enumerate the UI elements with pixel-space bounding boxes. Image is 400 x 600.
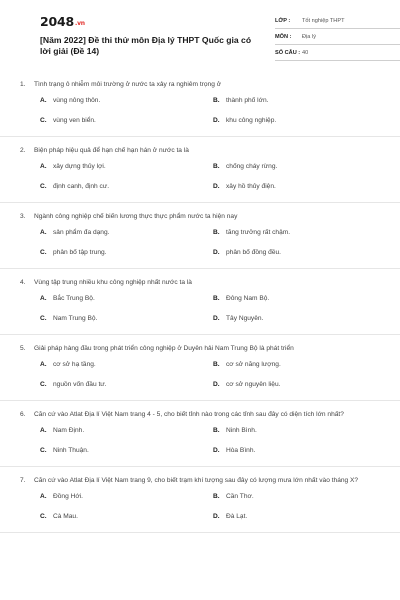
option-text: chống cháy rừng. (226, 162, 278, 170)
question-text-row (20, 146, 385, 156)
option-text: Đông Nam Bộ. (226, 294, 270, 302)
answer-option[interactable] (40, 374, 213, 394)
option-text: cơ sở hạ tầng. (53, 360, 96, 368)
answer-option[interactable] (40, 440, 213, 460)
option-letter: B. (213, 228, 220, 236)
question-text-row (20, 212, 385, 222)
question-text: Căn cứ vào Atlat Địa lí Việt Nam trang 4 - 5, cho biết tỉnh nào trong các tỉnh sau đây có diện tích lớn nhất? (34, 411, 344, 418)
question-text: Căn cứ vào Atlat Địa lí Việt Nam trang 9, cho biết trạm khí tượng sau đây có lượng mưa lớn nhất vào tháng X? (34, 477, 359, 484)
answer-option[interactable] (213, 440, 386, 460)
question-divider (0, 400, 400, 401)
question-text-row (20, 80, 385, 90)
question-number: 3. (20, 213, 26, 220)
logo-text: 2048 (40, 14, 74, 29)
answer-options (40, 486, 385, 526)
answer-option[interactable] (40, 90, 213, 110)
option-text: Cà Mau. (53, 512, 78, 520)
option-text: sản phẩm đa dạng. (53, 228, 110, 236)
option-text: vùng nông thôn. (53, 96, 101, 104)
meta-key: LỚP : (275, 17, 291, 24)
answer-option[interactable] (40, 176, 213, 196)
answer-option[interactable] (213, 222, 386, 242)
option-text: Đà Lạt. (226, 512, 248, 520)
exam-header (20, 0, 382, 82)
meta-key: SỐ CÂU : (275, 49, 301, 56)
question-text: Tình trạng ô nhiễm môi trường ở nước ta xảy ra nghiêm trọng ở (34, 81, 222, 88)
meta-row-count (275, 45, 400, 61)
option-letter: D. (213, 512, 220, 520)
question-item (20, 212, 385, 269)
option-letter: B. (213, 162, 220, 170)
question-divider (0, 466, 400, 467)
option-text: thành phố lớn. (226, 96, 269, 104)
option-letter: C. (40, 512, 47, 520)
option-text: cơ sở năng lượng. (226, 360, 281, 368)
option-letter: D. (213, 182, 220, 190)
question-text: Ngành công nghiệp chế biến lương thực thực phẩm nước ta hiện nay (34, 213, 238, 220)
question-item (20, 278, 385, 335)
question-text: Giải pháp hàng đầu trong phát triển công nghiệp ở Duyên hải Nam Trung Bộ là phát triển (34, 345, 294, 352)
meta-value: Tốt nghiệp THPT (302, 17, 345, 24)
meta-row-subject (275, 29, 400, 45)
question-item (20, 80, 385, 137)
option-letter: A. (40, 492, 47, 500)
exam-title: [Năm 2022] Đề thi thử môn Địa lý THPT Quốc gia có lời giải (Đề 14) (40, 35, 252, 56)
question-item (20, 344, 385, 401)
option-text: Ninh Bình. (226, 426, 257, 434)
answer-option[interactable] (40, 354, 213, 374)
option-letter: B. (213, 360, 220, 368)
answer-options (40, 288, 385, 328)
meta-value: 40 (302, 49, 309, 56)
question-divider (0, 268, 400, 269)
question-text: Biện pháp hiệu quả để hạn chế hạn hán ở nước ta là (34, 147, 189, 154)
option-text: cơ sở nguyên liệu. (226, 380, 281, 388)
option-text: Nam Định. (53, 426, 85, 434)
option-letter: D. (213, 446, 220, 454)
option-letter: A. (40, 162, 47, 170)
question-divider (0, 532, 400, 533)
site-logo[interactable] (40, 14, 85, 29)
answer-option[interactable] (213, 110, 386, 130)
option-text: Cần Thơ. (226, 492, 254, 500)
question-item (20, 146, 385, 203)
option-letter: A. (40, 96, 47, 104)
question-text-row (20, 344, 385, 354)
option-text: xây hồ thủy điện. (226, 182, 276, 190)
option-letter: A. (40, 228, 47, 236)
option-letter: B. (213, 426, 220, 434)
meta-key: MÔN : (275, 33, 292, 40)
question-text-row (20, 278, 385, 288)
option-text: Bắc Trung Bộ. (53, 294, 95, 302)
option-letter: C. (40, 116, 47, 124)
option-letter: D. (213, 116, 220, 124)
question-number: 2. (20, 147, 26, 154)
option-text: phân bố tập trung. (53, 248, 107, 256)
option-text: khu công nghiệp. (226, 116, 277, 124)
option-text: Đồng Hới. (53, 492, 83, 500)
option-text: định canh, định cư. (53, 182, 110, 190)
answer-options (40, 222, 385, 262)
answer-option[interactable] (213, 308, 386, 328)
answer-option[interactable] (40, 288, 213, 308)
option-letter: C. (40, 380, 47, 388)
option-text: tăng trưởng rất chậm. (226, 228, 291, 236)
answer-option[interactable] (40, 242, 213, 262)
option-letter: A. (40, 360, 47, 368)
option-text: Nam Trung Bộ. (53, 314, 98, 322)
answer-options (40, 354, 385, 394)
option-letter: D. (213, 380, 220, 388)
answer-options (40, 90, 385, 130)
option-letter: C. (40, 182, 47, 190)
answer-option[interactable] (40, 486, 213, 506)
option-text: Ninh Thuận. (53, 446, 89, 454)
answer-options (40, 156, 385, 196)
answer-option[interactable] (213, 156, 386, 176)
option-letter: C. (40, 446, 47, 454)
answer-option[interactable] (213, 420, 386, 440)
option-letter: C. (40, 314, 47, 322)
question-number: 1. (20, 81, 26, 88)
answer-option[interactable] (213, 288, 386, 308)
option-letter: B. (213, 96, 220, 104)
option-letter: D. (213, 314, 220, 322)
answer-option[interactable] (40, 156, 213, 176)
answer-option[interactable] (213, 90, 386, 110)
question-number: 7. (20, 477, 26, 484)
option-text: vùng ven biển. (53, 116, 96, 124)
answer-option[interactable] (213, 374, 386, 394)
answer-option[interactable] (213, 242, 386, 262)
option-letter: D. (213, 248, 220, 256)
answer-options (40, 420, 385, 460)
answer-option[interactable] (40, 110, 213, 130)
question-text: Vùng tập trung nhiều khu công nghiệp nhất nước ta là (34, 279, 192, 286)
question-divider (0, 334, 400, 335)
question-text-row (20, 410, 385, 420)
answer-option[interactable] (40, 222, 213, 242)
option-text: phân bố đồng đều. (226, 248, 282, 256)
question-number: 4. (20, 279, 26, 286)
answer-option[interactable] (213, 506, 386, 526)
meta-row-class (275, 13, 400, 29)
answer-option[interactable] (213, 176, 386, 196)
question-item (20, 410, 385, 467)
logo-suffix: .vn (75, 20, 85, 27)
option-letter: B. (213, 492, 220, 500)
option-text: nguồn vốn đầu tư. (53, 380, 107, 388)
answer-option[interactable] (40, 506, 213, 526)
option-text: xây dựng thủy lợi. (53, 162, 106, 170)
exam-meta (275, 13, 400, 61)
question-item (20, 476, 385, 533)
option-letter: A. (40, 426, 47, 434)
answer-option[interactable] (213, 486, 386, 506)
question-divider (0, 202, 400, 203)
answer-option[interactable] (40, 308, 213, 328)
question-number: 5. (20, 345, 26, 352)
question-divider (0, 136, 400, 137)
option-text: Tây Nguyên. (226, 314, 264, 322)
question-text-row (20, 476, 385, 486)
meta-value: Địa lý (302, 33, 316, 40)
question-list (20, 80, 385, 542)
option-letter: B. (213, 294, 220, 302)
option-letter: C. (40, 248, 47, 256)
question-number: 6. (20, 411, 26, 418)
option-text: Hòa Bình. (226, 446, 256, 454)
option-letter: A. (40, 294, 47, 302)
answer-option[interactable] (40, 420, 213, 440)
answer-option[interactable] (213, 354, 386, 374)
